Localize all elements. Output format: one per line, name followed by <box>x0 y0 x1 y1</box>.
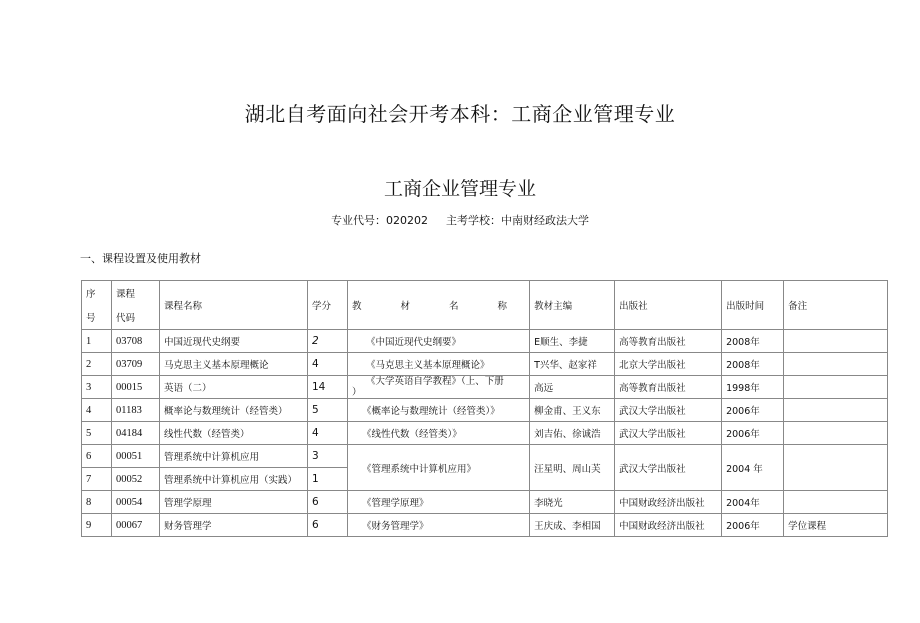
cell-code: 03708 <box>112 330 160 353</box>
cell-textbook: 《中国近现代史纲要》 <box>348 330 530 353</box>
cell-editor: 高远 <box>530 376 615 399</box>
cell-code: 00051 <box>112 445 160 468</box>
cell-pub-time: 1998年 <box>722 376 784 399</box>
table-row <box>82 399 888 422</box>
cell-note <box>784 491 888 514</box>
header-note: 备注 <box>784 281 888 330</box>
cell-publisher: 武汉大学出版社 <box>615 445 722 491</box>
cell-textbook: 《概率论与数理统计（经管类）》 <box>348 399 530 422</box>
cell-editor: 汪星明、周山芙 <box>530 445 615 491</box>
cell-editor: 柳金甫、王义东 <box>530 399 615 422</box>
cell-seq: 4 <box>82 399 112 422</box>
cell-publisher: 高等教育出版社 <box>615 376 722 399</box>
cell-seq: 5 <box>82 422 112 445</box>
cell-name: 管理系统中计算机应用 <box>160 445 308 468</box>
cell-code: 00067 <box>112 514 160 537</box>
cell-credit: 6 <box>308 514 348 537</box>
cell-code: 03709 <box>112 353 160 376</box>
cell-editor: E顺生、李捷 <box>530 330 615 353</box>
cell-seq: 9 <box>82 514 112 537</box>
cell-note <box>784 376 888 399</box>
cell-publisher: 北京大学出版社 <box>615 353 722 376</box>
cell-publisher: 武汉大学出版社 <box>615 422 722 445</box>
cell-pub-time: 2004年 <box>722 491 784 514</box>
cell-credit: 2 <box>308 330 348 353</box>
cell-code: 00015 <box>112 376 160 399</box>
cell-textbook: 《马克思主义基本原理概论》 <box>348 353 530 376</box>
major-code-label: 专业代号： <box>331 214 386 227</box>
cell-editor: 李晓光 <box>530 491 615 514</box>
cell-note: 学位课程 <box>784 514 888 537</box>
table-row <box>82 422 888 445</box>
major-code: 020202 <box>386 214 428 227</box>
major-info <box>0 212 920 228</box>
cell-seq: 2 <box>82 353 112 376</box>
cell-editor: 刘吉佑、徐诚浩 <box>530 422 615 445</box>
cell-textbook: 《财务管理学》 <box>348 514 530 537</box>
cell-textbook: 《管理系统中计算机应用》 <box>348 445 530 491</box>
cell-credit: 14 <box>308 376 348 399</box>
table-row <box>82 376 888 399</box>
school-name: 中南财经政法大学 <box>501 214 589 227</box>
cell-code: 01183 <box>112 399 160 422</box>
cell-textbook: 《大学英语自学教程》（上、下册 ） <box>348 376 530 399</box>
cell-credit: 4 <box>308 353 348 376</box>
cell-name: 英语（二） <box>160 376 308 399</box>
cell-note <box>784 353 888 376</box>
document-title: 湖北自考面向社会开考本科：工商企业管理专业 <box>244 102 676 126</box>
header-code: 课程 代码 <box>112 281 160 330</box>
cell-credit: 4 <box>308 422 348 445</box>
cell-publisher: 中国财政经济出版社 <box>615 491 722 514</box>
cell-seq: 3 <box>82 376 112 399</box>
cell-code: 00052 <box>112 468 160 491</box>
header-credit: 学分 <box>308 281 348 330</box>
cell-note <box>784 445 888 491</box>
cell-seq: 6 <box>82 445 112 468</box>
section-heading: 一、课程设置及使用教材 <box>80 252 201 265</box>
cell-note <box>784 422 888 445</box>
header-seq: 序 号 <box>82 281 112 330</box>
header-name: 课程名称 <box>160 281 308 330</box>
cell-pub-time: 2006年 <box>722 399 784 422</box>
cell-note <box>784 399 888 422</box>
cell-credit: 5 <box>308 399 348 422</box>
cell-credit: 1 <box>308 468 348 491</box>
table-row <box>82 514 888 537</box>
cell-credit: 6 <box>308 491 348 514</box>
cell-name: 管理系统中计算机应用（实践） <box>160 468 308 491</box>
table-row <box>82 491 888 514</box>
cell-seq: 8 <box>82 491 112 514</box>
header-editor: 教材主编 <box>530 281 615 330</box>
cell-editor: T兴华、赵家祥 <box>530 353 615 376</box>
cell-name: 中国近现代史纲要 <box>160 330 308 353</box>
school-label: 主考学校： <box>446 214 501 227</box>
table-row <box>82 330 888 353</box>
cell-code: 00054 <box>112 491 160 514</box>
table-row <box>82 353 888 376</box>
cell-textbook: 《线性代数（经管类）》 <box>348 422 530 445</box>
cell-code: 04184 <box>112 422 160 445</box>
cell-credit: 3 <box>308 445 348 468</box>
cell-publisher: 中国财政经济出版社 <box>615 514 722 537</box>
cell-publisher: 武汉大学出版社 <box>615 399 722 422</box>
cell-editor: 王庆成、李相国 <box>530 514 615 537</box>
cell-pub-time: 2006年 <box>722 514 784 537</box>
cell-pub-time: 2004 年 <box>722 445 784 491</box>
cell-seq: 7 <box>82 468 112 491</box>
table-header-row <box>82 281 888 330</box>
cell-name: 线性代数（经管类） <box>160 422 308 445</box>
header-pub-time: 出版时间 <box>722 281 784 330</box>
cell-name: 概率论与数理统计（经管类） <box>160 399 308 422</box>
cell-pub-time: 2008年 <box>722 353 784 376</box>
table-row <box>82 445 888 468</box>
cell-name: 马克思主义基本原理概论 <box>160 353 308 376</box>
course-table <box>81 280 888 537</box>
cell-publisher: 高等教育出版社 <box>615 330 722 353</box>
cell-pub-time: 2008年 <box>722 330 784 353</box>
cell-pub-time: 2006年 <box>722 422 784 445</box>
cell-note <box>784 330 888 353</box>
cell-name: 管理学原理 <box>160 491 308 514</box>
header-publisher: 出版社 <box>615 281 722 330</box>
cell-name: 财务管理学 <box>160 514 308 537</box>
cell-seq: 1 <box>82 330 112 353</box>
major-title: 工商企业管理专业 <box>383 178 536 200</box>
header-textbook: 教 材 名 称 <box>348 281 530 330</box>
cell-textbook: 《管理学原理》 <box>348 491 530 514</box>
